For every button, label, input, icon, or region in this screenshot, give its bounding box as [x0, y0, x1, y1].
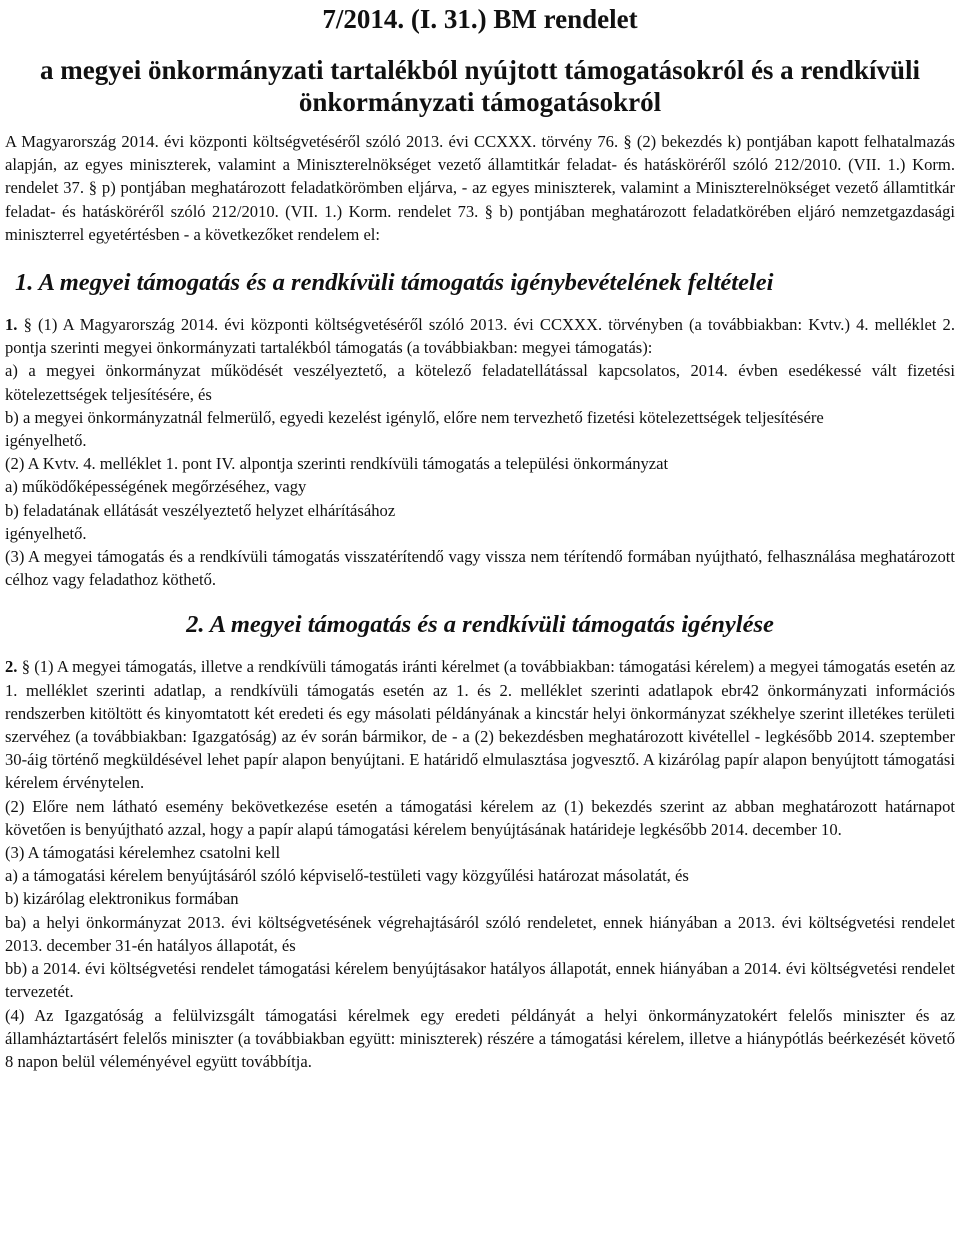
paragraph-number: 1.	[5, 315, 18, 335]
section-2-paragraph-3: (3) A támogatási kérelemhez csatolni kell	[5, 843, 281, 863]
document-subtitle: a megyei önkormányzati tartalékból nyújtott támogatásokról és a rendkívüli önkormányzati támogatásokról	[40, 55, 920, 117]
document-title: 7/2014. (I. 31.) BM rendelet	[322, 4, 638, 34]
section-1-paragraph-1	[5, 313, 955, 359]
intro-paragraph: A Magyarország 2014. évi központi költségvetéséről szóló 2013. évi CCXXX. törvény 76. § (2) bekezdés k) pontjában kapott felhatalmazás alapján, az egyes miniszterek, valamint a Miniszterelnökséget vezető államtitkár feladat- és hatásköréről szóló 212/2010. (VII. 1.) Korm. rendelet 37. § p) pontjában meghatározott feladatkörömben eljárva, - az egyes miniszterek, valamint a Miniszterelnökséget vezető államtitkár feladat- és hatásköréről szóló 212/2010. (VII. 1.) Korm. rendelet 73. § b) pontjában meghatározott feladatkörében eljáró nemzetgazdasági miniszterrel egyetértésben - a következőket rendelem el:	[5, 132, 955, 244]
paragraph-text: § (1) A megyei támogatás, illetve a rendkívüli támogatás iránti kérelmet (a továbbiakban: támogatási kérelem) a megyei támogatás esetén az 1. melléklet szerinti adatlap, a rendkívüli támogatás esetén az 1. és 2. melléklet szerinti adatlapok ebr42 önkormányzati információs rendszerben kitöltött és kinyomtatott két eredeti és egy másolati példányának a kincstár helyi önkormányzat székhelye szerint illetékes területi szervéhez (a továbbiakban: Igazgatóság) az év során bármikor, de - a (2) bekezdésben meghatározott kivétellel - legkésőbb 2014. szeptember 30-áig történő megküldésével lehet papír alapon benyújtani. E határidő elmulasztása jogvesztő. A kizárólag papír alapon benyújtott támogatási kérelem érvénytelen.	[5, 657, 955, 793]
section-2-item-a: a) a támogatási kérelem benyújtásáról szóló képviselő-testületi vagy közgyűlési határozat másolatát, és	[5, 866, 689, 886]
section-2-paragraph-2: (2) Előre nem látható esemény bekövetkezése esetén a támogatási kérelem az (1) bekezdés szerint az abban meghatározott határnapot követően is benyújtható azzal, hogy a papír alapú támogatási kérelem benyújtásának határideje legkésőbb 2014. december 10.	[5, 796, 955, 839]
section-1-item-a: a) a megyei önkormányzat működését veszélyeztető, a kötelező feladatellátással kapcsolatos, 2014. évben esedékessé vált fizetési kötelezettségek teljesítésére, és	[5, 361, 955, 404]
section-2-heading: 2. A megyei támogatás és a rendkívüli támogatás igénylése	[186, 611, 774, 639]
section-2-item-ba: ba) a helyi önkormányzat 2013. évi költségvetésének végrehajtásáról szóló rendeletet, ennek hiányában a 2013. évi költségvetési rendelet 2013. december 31-én hatályos állapotát, és	[5, 912, 955, 955]
section-1-item-2a: a) működőképességének megőrzéséhez, vagy	[5, 477, 307, 497]
section-1-item-2b: b) feladatának ellátását veszélyeztető helyzet elhárításához	[5, 500, 396, 520]
section-2-paragraph-4: (4) Az Igazgatóság a felülvizsgált támogatási kérelmek egy eredeti példányát a helyi önkormányzatokért felelős miniszter és az államháztartásért felelős miniszter (a továbbiakban együtt: miniszterek) részére a támogatási kérelem, illetve a hiánypótlás beérkezését követő 8 napon belül véleményével együtt továbbítja.	[5, 1005, 955, 1071]
section-1-heading: 1. A megyei támogatás és a rendkívüli támogatás igénybevételének feltételei	[15, 269, 774, 297]
section-1-closing-2: igényelhető.	[5, 523, 87, 543]
section-1-paragraph-2: (2) A Kvtv. 4. melléklet 1. pont IV. alpontja szerinti rendkívüli támogatás a települési önkormányzat	[5, 454, 669, 474]
section-2-item-b: b) kizárólag elektronikus formában	[5, 889, 239, 909]
section-2-item-bb: bb) a 2014. évi költségvetési rendelet támogatási kérelem benyújtásakor hatályos állapotát, ennek hiányában a 2014. évi költségvetési rendelet tervezetét.	[5, 959, 955, 1002]
paragraph-number: 2.	[5, 657, 18, 677]
section-1-item-b: b) a megyei önkormányzatnál felmerülő, egyedi kezelést igénylő, előre nem tervezhető fizetési kötelezettségek teljesítésére	[5, 407, 824, 427]
section-1-paragraph-3: (3) A megyei támogatás és a rendkívüli támogatás visszatérítendő vagy vissza nem térítendő formában nyújtható, felhasználása meghatározott célhoz vagy feladathoz köthető.	[5, 547, 955, 590]
section-2-paragraph-1	[5, 655, 955, 794]
paragraph-text: § (1) A Magyarország 2014. évi központi költségvetéséről szóló 2013. évi CCXXX. törvényben (a továbbiakban: Kvtv.) 4. melléklet 2. pontja szerinti megyei önkormányzati tartalékból támogatás (a továbbiakban: megyei támogatás):	[5, 315, 955, 358]
section-1-closing: igényelhető.	[5, 431, 87, 451]
